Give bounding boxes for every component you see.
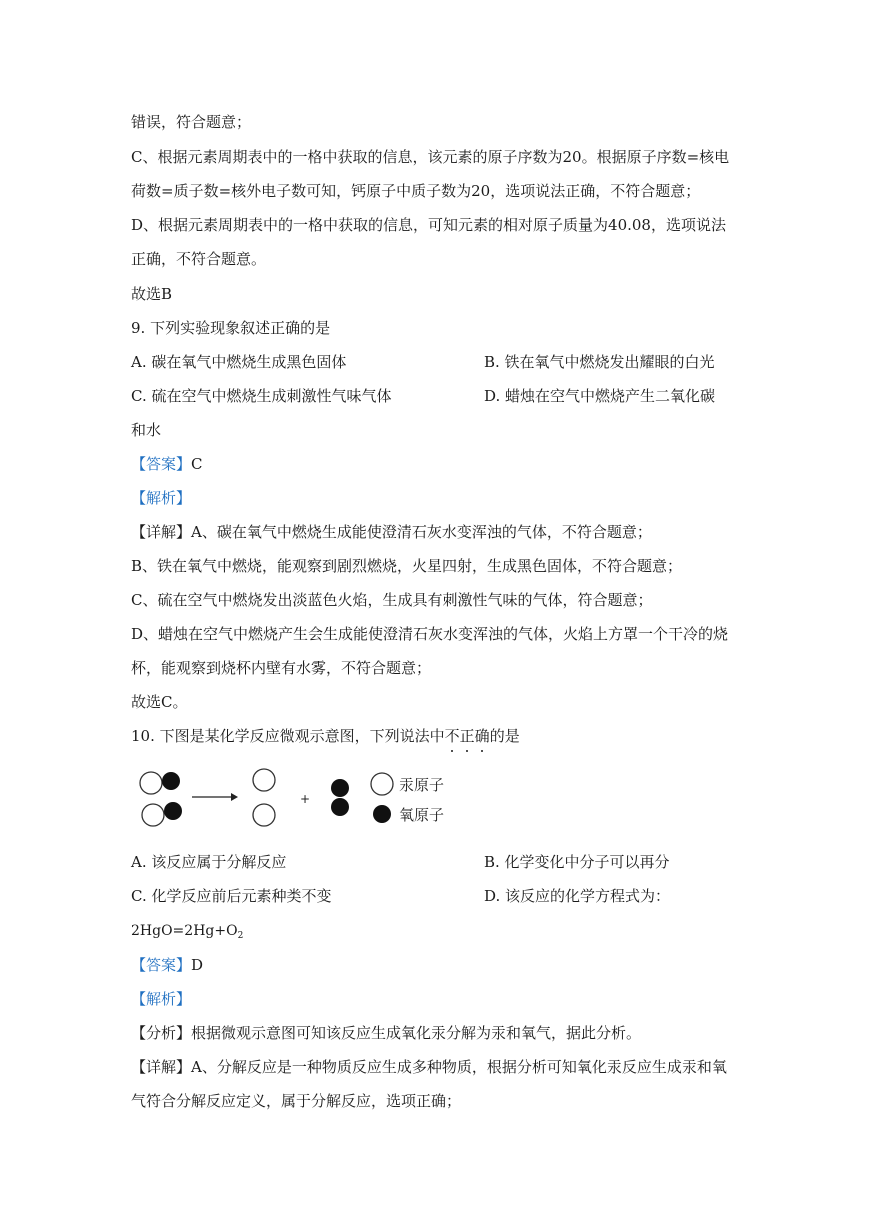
analysis-tag: 【解析】 bbox=[131, 489, 192, 507]
answer-value: C bbox=[191, 455, 203, 473]
text-line: D、根据元素周期表中的一格中获取的信息，可知元素的相对原子质量为40.08，选项说法 bbox=[131, 216, 726, 234]
text-line: 正确，不符合题意。 bbox=[131, 250, 267, 268]
q10-analysis: 【分析】根据微观示意图可知该反应生成氧化汞分解为汞和氧气，据此分析。 bbox=[131, 1024, 642, 1042]
detail-tag: 【详解】 bbox=[131, 523, 192, 541]
q10-option-d: D. 该反应的化学方程式为： bbox=[484, 887, 671, 905]
q9-option-b: B. 铁在氧气中燃烧发出耀眼的白光 bbox=[484, 353, 715, 371]
q10-equation: $2HgO=2Hg+O_2$ bbox=[131, 923, 244, 941]
legend-hg bbox=[371, 773, 444, 795]
reactant-molecule bbox=[142, 802, 182, 826]
q9-option-d: D. 蜡烛在空气中燃烧产生二氧化碳 bbox=[484, 387, 716, 405]
q9-option-d-cont: 和水 bbox=[131, 421, 162, 439]
product-hg-atom bbox=[253, 804, 275, 826]
reactant-molecule bbox=[140, 772, 180, 794]
q10-answer bbox=[131, 955, 203, 975]
answer-tag: 【答案】 bbox=[131, 956, 192, 974]
text-line: 错误，符合题意； bbox=[131, 113, 252, 131]
conclusion: 故选B bbox=[131, 285, 173, 303]
q9-detail-c: C、硫在空气中燃烧发出淡蓝色火焰，生成具有刺激性气味的气体，符合题意； bbox=[131, 591, 653, 609]
analysis-head-tag: 【分析】 bbox=[131, 1024, 192, 1042]
q9-option-c: C. 硫在空气中燃烧生成刺激性气味气体 bbox=[131, 387, 392, 405]
legend-o bbox=[373, 805, 444, 824]
q9-answer bbox=[131, 454, 203, 474]
question-10-stem: 10. 下图是某化学反应微观示意图，下列说法中不正确的是 bbox=[131, 727, 520, 745]
q9-detail-d2: 杯，能观察到烧杯内壁有水雾，不符合题意； bbox=[131, 659, 432, 677]
arrow-icon bbox=[192, 793, 238, 801]
text-line: 荷数=质子数=核外电子数可知，钙原子中质子数为20，选项说法正确，不符合题意； bbox=[131, 182, 701, 200]
q10-option-a: A. 该反应属于分解反应 bbox=[131, 853, 287, 871]
q10-detail-a1: 【详解】A、分解反应是一种物质反应生成多种物质，根据分析可知氧化汞反应生成汞和氧 bbox=[131, 1058, 727, 1076]
answer-value: D bbox=[191, 956, 204, 974]
detail-tag: 【详解】 bbox=[131, 1058, 192, 1076]
q9-detail-d1: D、蜡烛在空气中燃烧产生会生成能使澄清石灰水变浑浊的气体，火焰上方罩一个干冷的烧 bbox=[131, 625, 729, 643]
plus-sign: + bbox=[300, 792, 311, 806]
q9-detail-b: B、铁在氧气中燃烧，能观察到剧烈燃烧，火星四射，生成黑色固体，不符合题意； bbox=[131, 557, 683, 575]
q10-option-b: B. 化学变化中分子可以再分 bbox=[484, 853, 670, 871]
q10-detail-a2: 气符合分解反应定义，属于分解反应，选项正确； bbox=[131, 1092, 462, 1110]
q9-option-a: A. 碳在氧气中燃烧生成黑色固体 bbox=[131, 353, 347, 371]
reaction-diagram bbox=[131, 762, 461, 834]
answer-tag: 【答案】 bbox=[131, 455, 192, 473]
legend-o-label: 氧原子 bbox=[399, 806, 445, 824]
text-line: C、根据元素周期表中的一格中获取的信息，该元素的原子序数为20。根据原子序数=核电 bbox=[131, 148, 730, 166]
legend-hg-label: 汞原子 bbox=[399, 776, 445, 794]
product-hg-atom bbox=[253, 769, 275, 791]
analysis-tag: 【解析】 bbox=[131, 990, 192, 1008]
question-9-stem: 9. 下列实验现象叙述正确的是 bbox=[131, 319, 331, 337]
q10-option-c: C. 化学反应前后元素种类不变 bbox=[131, 887, 332, 905]
product-o2-molecule bbox=[331, 779, 349, 816]
conclusion: 故选C。 bbox=[131, 693, 188, 711]
q9-detail-a: 【详解】A、碳在氧气中燃烧生成能使澄清石灰水变浑浊的气体，不符合题意； bbox=[131, 523, 652, 541]
